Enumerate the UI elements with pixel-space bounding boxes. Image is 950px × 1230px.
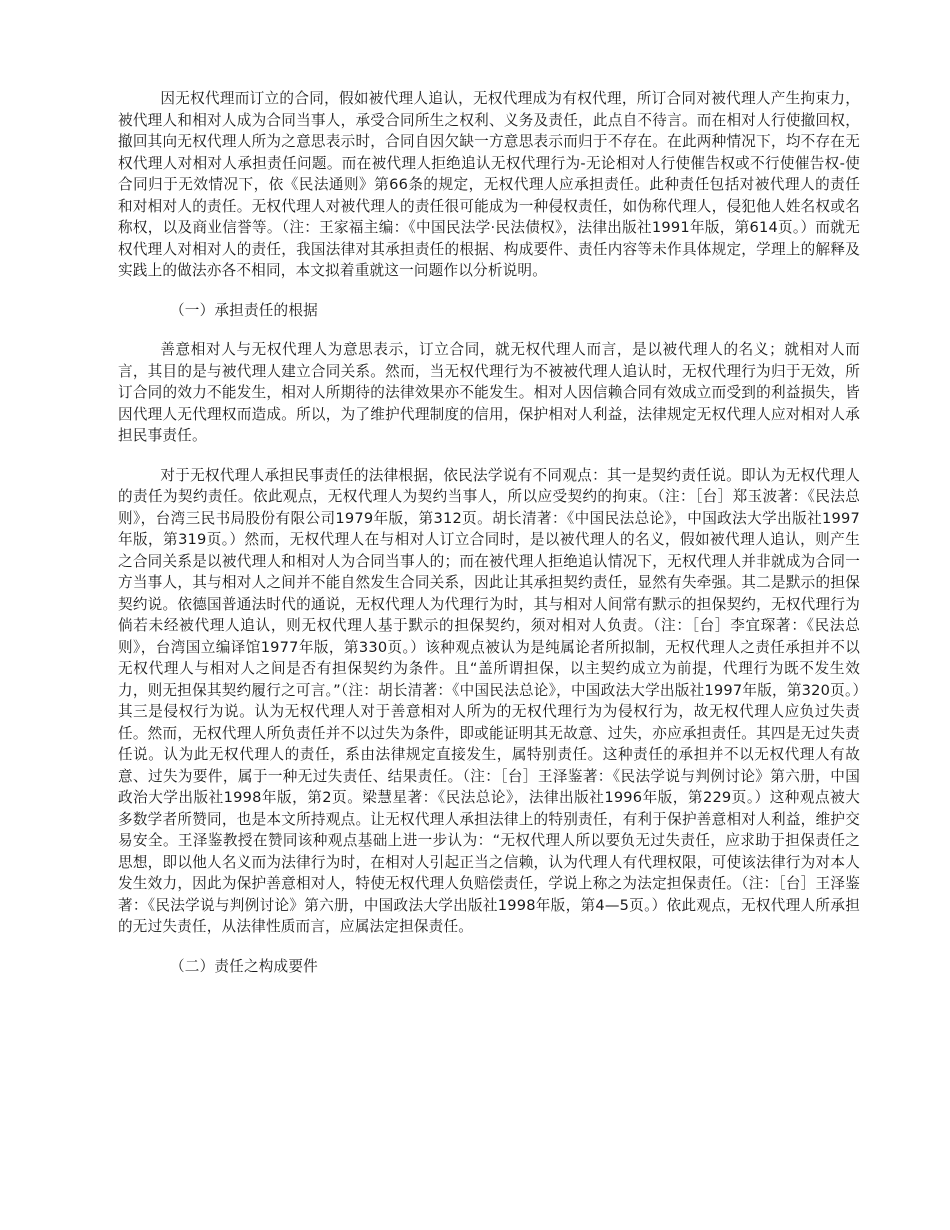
paragraph-theories: 对于无权代理人承担民事责任的法律根据，依民法学说有不同观点：其一是契约责任说。即认为无权代理人的责任为契约责任。依此观点，无权代理人为契约当事人，所以应受契约的拘束。（注：［台］郑玉波著：《民法总则》，台湾三民书局股份有限公司1979年版，第312页。胡长清著：《中国民法总论》，中国政法大学出版社1997年版，第319页。）然而，无权代理人在与相对人订立合同时，是以被代理人的名义，假如被代理人追认，则产生之合同关系是以被代理人和相对人为合同当事人的；而在被代理人拒绝追认情况下，无权代理人并非就成为合同一方当事人，其与相对人之间并不能自然发生合同关系，因此让其承担契约责任，显然有失牵强。其二是默示的担保契约说。依德国普通法时代的通说，无权代理人为代理行为时，其与相对人间常有默示的担保契约，无权代理行为倘若未经被代理人追认，则无权代理人基于默示的担保契约，须对相对人负责。（注：［台］李宜琛著：《民法总则》，台湾国立编译馆1977年版，第330页。）该种观点被认为是纯属论者所拟制，无权代理人之责任承担并不以无权代理人与相对人之间是否有担保契约为条件。且“盖所谓担保，以主契约成立为前提，代理行为既不发生效力，则无担保其契约履行之可言。”（注：胡长清著：《中国民法总论》，中国政法大学出版社1997年版，第320页。）其三是侵权行为说。认为无权代理人对于善意相对人所为的无权代理行为为侵权行为，故无权代理人应负过失责任。然而，无权代理人所负责任并不以过失为条件，即或能证明其无故意、过失，亦应承担责任。其四是无过失责任说。认为此无权代理人的责任，系由法律规定直接发生，属特别责任。这种责任的承担并不以无权代理人有故意、过失为要件，属于一种无过失责任、结果责任。（注：［台］王泽鉴著：《民法学说与判例讨论》第六册，中国政治大学出版社1998年版，第2页。梁慧星著：《民法总论》，法律出版社1996年版，第229页。）这种观点被大多数学者所赞同，也是本文所持观点。让无权代理人承担法律上的特别责任，有利于保护善意相对人利益，维护交易安全。王泽鉴教授在赞同该种观点基础上进一步认为：“无权代理人所以要负无过失责任，应求助于担保责任之思想，即以他人名义而为法律行为时，在相对人引起正当之信赖，认为代理人有代理权限，可使该法律行为对本人发生效力，因此为保护善意相对人，特使无权代理人负赔偿责任，学说上称之为法定担保责任。（注：［台］王泽鉴著：《民法学说与判例讨论》第六册，中国政法大学出版社1998年版，第4—5页。）依此观点，无权代理人所承担的无过失责任，从法律性质而言，应属法定担保责任。 [118, 466, 860, 935]
section-heading-elements: （二）责任之构成要件 [170, 957, 318, 975]
document-body [118, 88, 860, 995]
section-heading-basis: （一）承担责任的根据 [170, 301, 318, 319]
paragraph-intro: 因无权代理而订立的合同，假如被代理人追认，无权代理成为有权代理，所订合同对被代理人产生拘束力，被代理人和相对人成为合同当事人，承受合同所生之权利、义务及责任，此点自不待言。而在相对人行使撤回权，撤回其向无权代理人所为之意思表示时，合同自因欠缺一方意思表示而归于不存在。在此两种情况下，均不存在无权代理人对相对人承担责任问题。而在被代理人拒绝追认无权代理行为-无论相对人行使催告权或不行使催告权-使合同归于无效情况下，依《民法通则》第66条的规定，无权代理人应承担责任。此种责任包括对被代理人的责任和对相对人的责任。无权代理人对被代理人的责任很可能成为一种侵权责任，如伪称代理人，侵犯他人姓名权或名称权，以及商业信誉等。（注：王家福主编：《中国民法学·民法债权》，法律出版社1991年版，第614页。）而就无权代理人对相对人的责任，我国法律对其承担责任的根据、构成要件、责任内容等未作具体规定，学理上的解释及实践上的做法亦各不相同，本文拟着重就这一问题作以分析说明。 [118, 90, 860, 279]
paragraph-basis: 善意相对人与无权代理人为意思表示，订立合同，就无权代理人而言，是以被代理人的名义；就相对人而言，其目的是与被代理人建立合同关系。然而，当无权代理行为不被被代理人追认时，无权代理行为归于无效，所订合同的效力不能发生，相对人所期待的法律效果亦不能发生。相对人因信赖合同有效成立而受到的利益损失，皆因代理人无代理权而造成。所以，为了维护代理制度的信用，保护相对人利益，法律规定无权代理人应对相对人承担民事责任。 [118, 341, 860, 444]
